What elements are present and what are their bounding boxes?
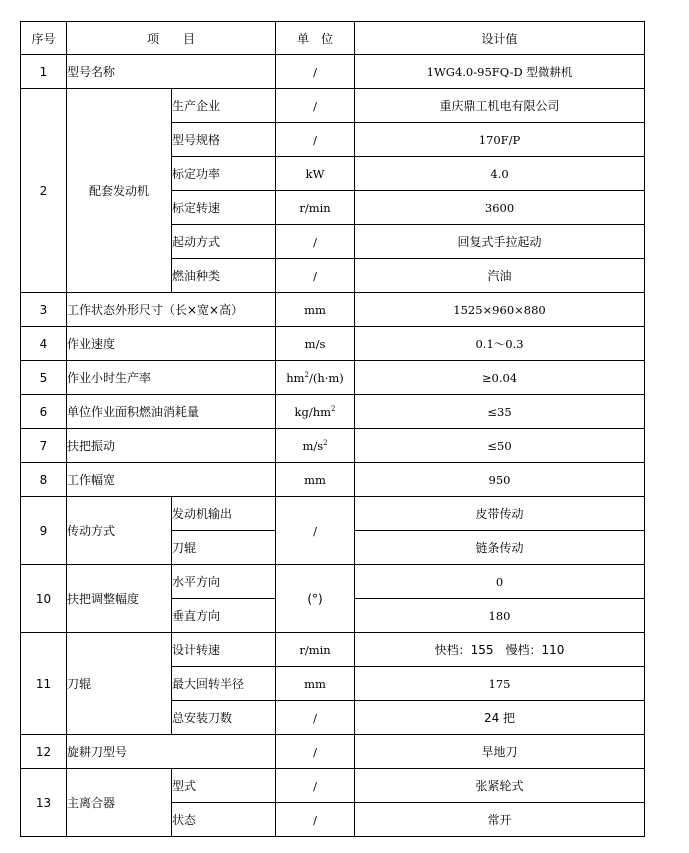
unit-cell: r/min bbox=[276, 191, 355, 225]
value-cell: 链条传动 bbox=[355, 531, 645, 565]
row-number: 11 bbox=[21, 633, 67, 735]
item-label: 工作幅宽 bbox=[67, 463, 276, 497]
unit-suffix: /(h·m) bbox=[308, 370, 344, 385]
group-label: 主离合器 bbox=[67, 769, 172, 837]
value-cell: 24 把 bbox=[355, 701, 645, 735]
unit-cell: m/s bbox=[276, 327, 355, 361]
value-cell: 1WG4.0-95FQ-D 型微耕机 bbox=[355, 55, 645, 89]
value-cell: 3600 bbox=[355, 191, 645, 225]
value-cell: 张紧轮式 bbox=[355, 769, 645, 803]
header-value: 设计值 bbox=[355, 22, 645, 55]
row-number: 6 bbox=[21, 395, 67, 429]
table-row bbox=[21, 735, 645, 769]
group-label: 配套发动机 bbox=[67, 89, 172, 293]
unit-base: m/s bbox=[302, 438, 324, 453]
value-cell: 快档：155 慢档：110 bbox=[355, 633, 645, 667]
table-row bbox=[21, 497, 645, 531]
table-row bbox=[21, 361, 645, 395]
unit-cell: / bbox=[276, 497, 355, 565]
table-row bbox=[21, 633, 645, 667]
row-number: 9 bbox=[21, 497, 67, 565]
value-cell: 4.0 bbox=[355, 157, 645, 191]
sub-item-label: 最大回转半径 bbox=[172, 667, 276, 701]
row-number: 4 bbox=[21, 327, 67, 361]
group-label: 刀辊 bbox=[67, 633, 172, 735]
sub-item-label: 刀辊 bbox=[172, 531, 276, 565]
unit-cell bbox=[276, 395, 355, 429]
item-label: 作业小时生产率 bbox=[67, 361, 276, 395]
item-label: 扶把振动 bbox=[67, 429, 276, 463]
item-label: 作业速度 bbox=[67, 327, 276, 361]
table-row bbox=[21, 293, 645, 327]
unit-cell: kW bbox=[276, 157, 355, 191]
table-row bbox=[21, 565, 645, 599]
unit-cell bbox=[276, 429, 355, 463]
item-label: 旋耕刀型号 bbox=[67, 735, 276, 769]
sub-item-label: 标定转速 bbox=[172, 191, 276, 225]
header-item: 项 目 bbox=[67, 22, 276, 55]
header-row bbox=[21, 22, 645, 55]
row-number: 13 bbox=[21, 769, 67, 837]
unit-base: hm bbox=[286, 370, 305, 385]
value-cell: 0.1～0.3 bbox=[355, 327, 645, 361]
sub-item-label: 设计转速 bbox=[172, 633, 276, 667]
value-cell: 0 bbox=[355, 565, 645, 599]
sub-item-label: 型式 bbox=[172, 769, 276, 803]
row-number: 7 bbox=[21, 429, 67, 463]
table-row bbox=[21, 89, 645, 123]
value-cell: 180 bbox=[355, 599, 645, 633]
unit-cell: / bbox=[276, 701, 355, 735]
unit-superscript: 2 bbox=[304, 370, 309, 379]
unit-superscript: 2 bbox=[323, 438, 328, 447]
unit-cell: r/min bbox=[276, 633, 355, 667]
unit-cell: / bbox=[276, 769, 355, 803]
row-number: 12 bbox=[21, 735, 67, 769]
row-number: 10 bbox=[21, 565, 67, 633]
sub-item-label: 状态 bbox=[172, 803, 276, 837]
unit-cell: / bbox=[276, 123, 355, 157]
sub-item-label: 型号规格 bbox=[172, 123, 276, 157]
row-number: 2 bbox=[21, 89, 67, 293]
table-row bbox=[21, 429, 645, 463]
sub-item-label: 总安装刀数 bbox=[172, 701, 276, 735]
table-row bbox=[21, 769, 645, 803]
unit-cell: mm bbox=[276, 293, 355, 327]
unit-cell: / bbox=[276, 55, 355, 89]
value-cell: 旱地刀 bbox=[355, 735, 645, 769]
sub-item-label: 标定功率 bbox=[172, 157, 276, 191]
value-cell: 175 bbox=[355, 667, 645, 701]
unit-cell: / bbox=[276, 803, 355, 837]
unit-cell bbox=[276, 361, 355, 395]
header-no: 序号 bbox=[21, 22, 67, 55]
sub-item-label: 起动方式 bbox=[172, 225, 276, 259]
sub-item-label: 垂直方向 bbox=[172, 599, 276, 633]
sub-item-label: 燃油种类 bbox=[172, 259, 276, 293]
row-number: 8 bbox=[21, 463, 67, 497]
unit-cell: / bbox=[276, 735, 355, 769]
group-label: 传动方式 bbox=[67, 497, 172, 565]
value-cell: 常开 bbox=[355, 803, 645, 837]
table-row bbox=[21, 55, 645, 89]
table-row bbox=[21, 327, 645, 361]
table-row bbox=[21, 395, 645, 429]
table-row bbox=[21, 463, 645, 497]
value-cell: 皮带传动 bbox=[355, 497, 645, 531]
unit-base: kg/hm bbox=[294, 404, 332, 419]
unit-cell: mm bbox=[276, 667, 355, 701]
item-label: 工作状态外形尺寸（长×宽×高） bbox=[67, 293, 276, 327]
row-number: 5 bbox=[21, 361, 67, 395]
unit-cell: mm bbox=[276, 463, 355, 497]
item-label: 单位作业面积燃油消耗量 bbox=[67, 395, 276, 429]
value-cell: 1525×960×880 bbox=[355, 293, 645, 327]
unit-cell: / bbox=[276, 225, 355, 259]
value-cell: ≥0.04 bbox=[355, 361, 645, 395]
value-cell: 汽油 bbox=[355, 259, 645, 293]
unit-cell: / bbox=[276, 89, 355, 123]
group-label: 扶把调整幅度 bbox=[67, 565, 172, 633]
value-cell: 回复式手拉起动 bbox=[355, 225, 645, 259]
header-unit: 单 位 bbox=[276, 22, 355, 55]
sub-item-label: 发动机输出 bbox=[172, 497, 276, 531]
unit-cell: (°) bbox=[276, 565, 355, 633]
value-cell: ≤35 bbox=[355, 395, 645, 429]
value-cell: 重庆鼎工机电有限公司 bbox=[355, 89, 645, 123]
row-number: 3 bbox=[21, 293, 67, 327]
row-number: 1 bbox=[21, 55, 67, 89]
unit-cell: / bbox=[276, 259, 355, 293]
value-cell: 170F/P bbox=[355, 123, 645, 157]
spec-table bbox=[20, 21, 645, 837]
unit-superscript: 2 bbox=[331, 404, 336, 413]
value-cell: ≤50 bbox=[355, 429, 645, 463]
sub-item-label: 水平方向 bbox=[172, 565, 276, 599]
value-cell: 950 bbox=[355, 463, 645, 497]
sub-item-label: 生产企业 bbox=[172, 89, 276, 123]
item-label: 型号名称 bbox=[67, 55, 276, 89]
